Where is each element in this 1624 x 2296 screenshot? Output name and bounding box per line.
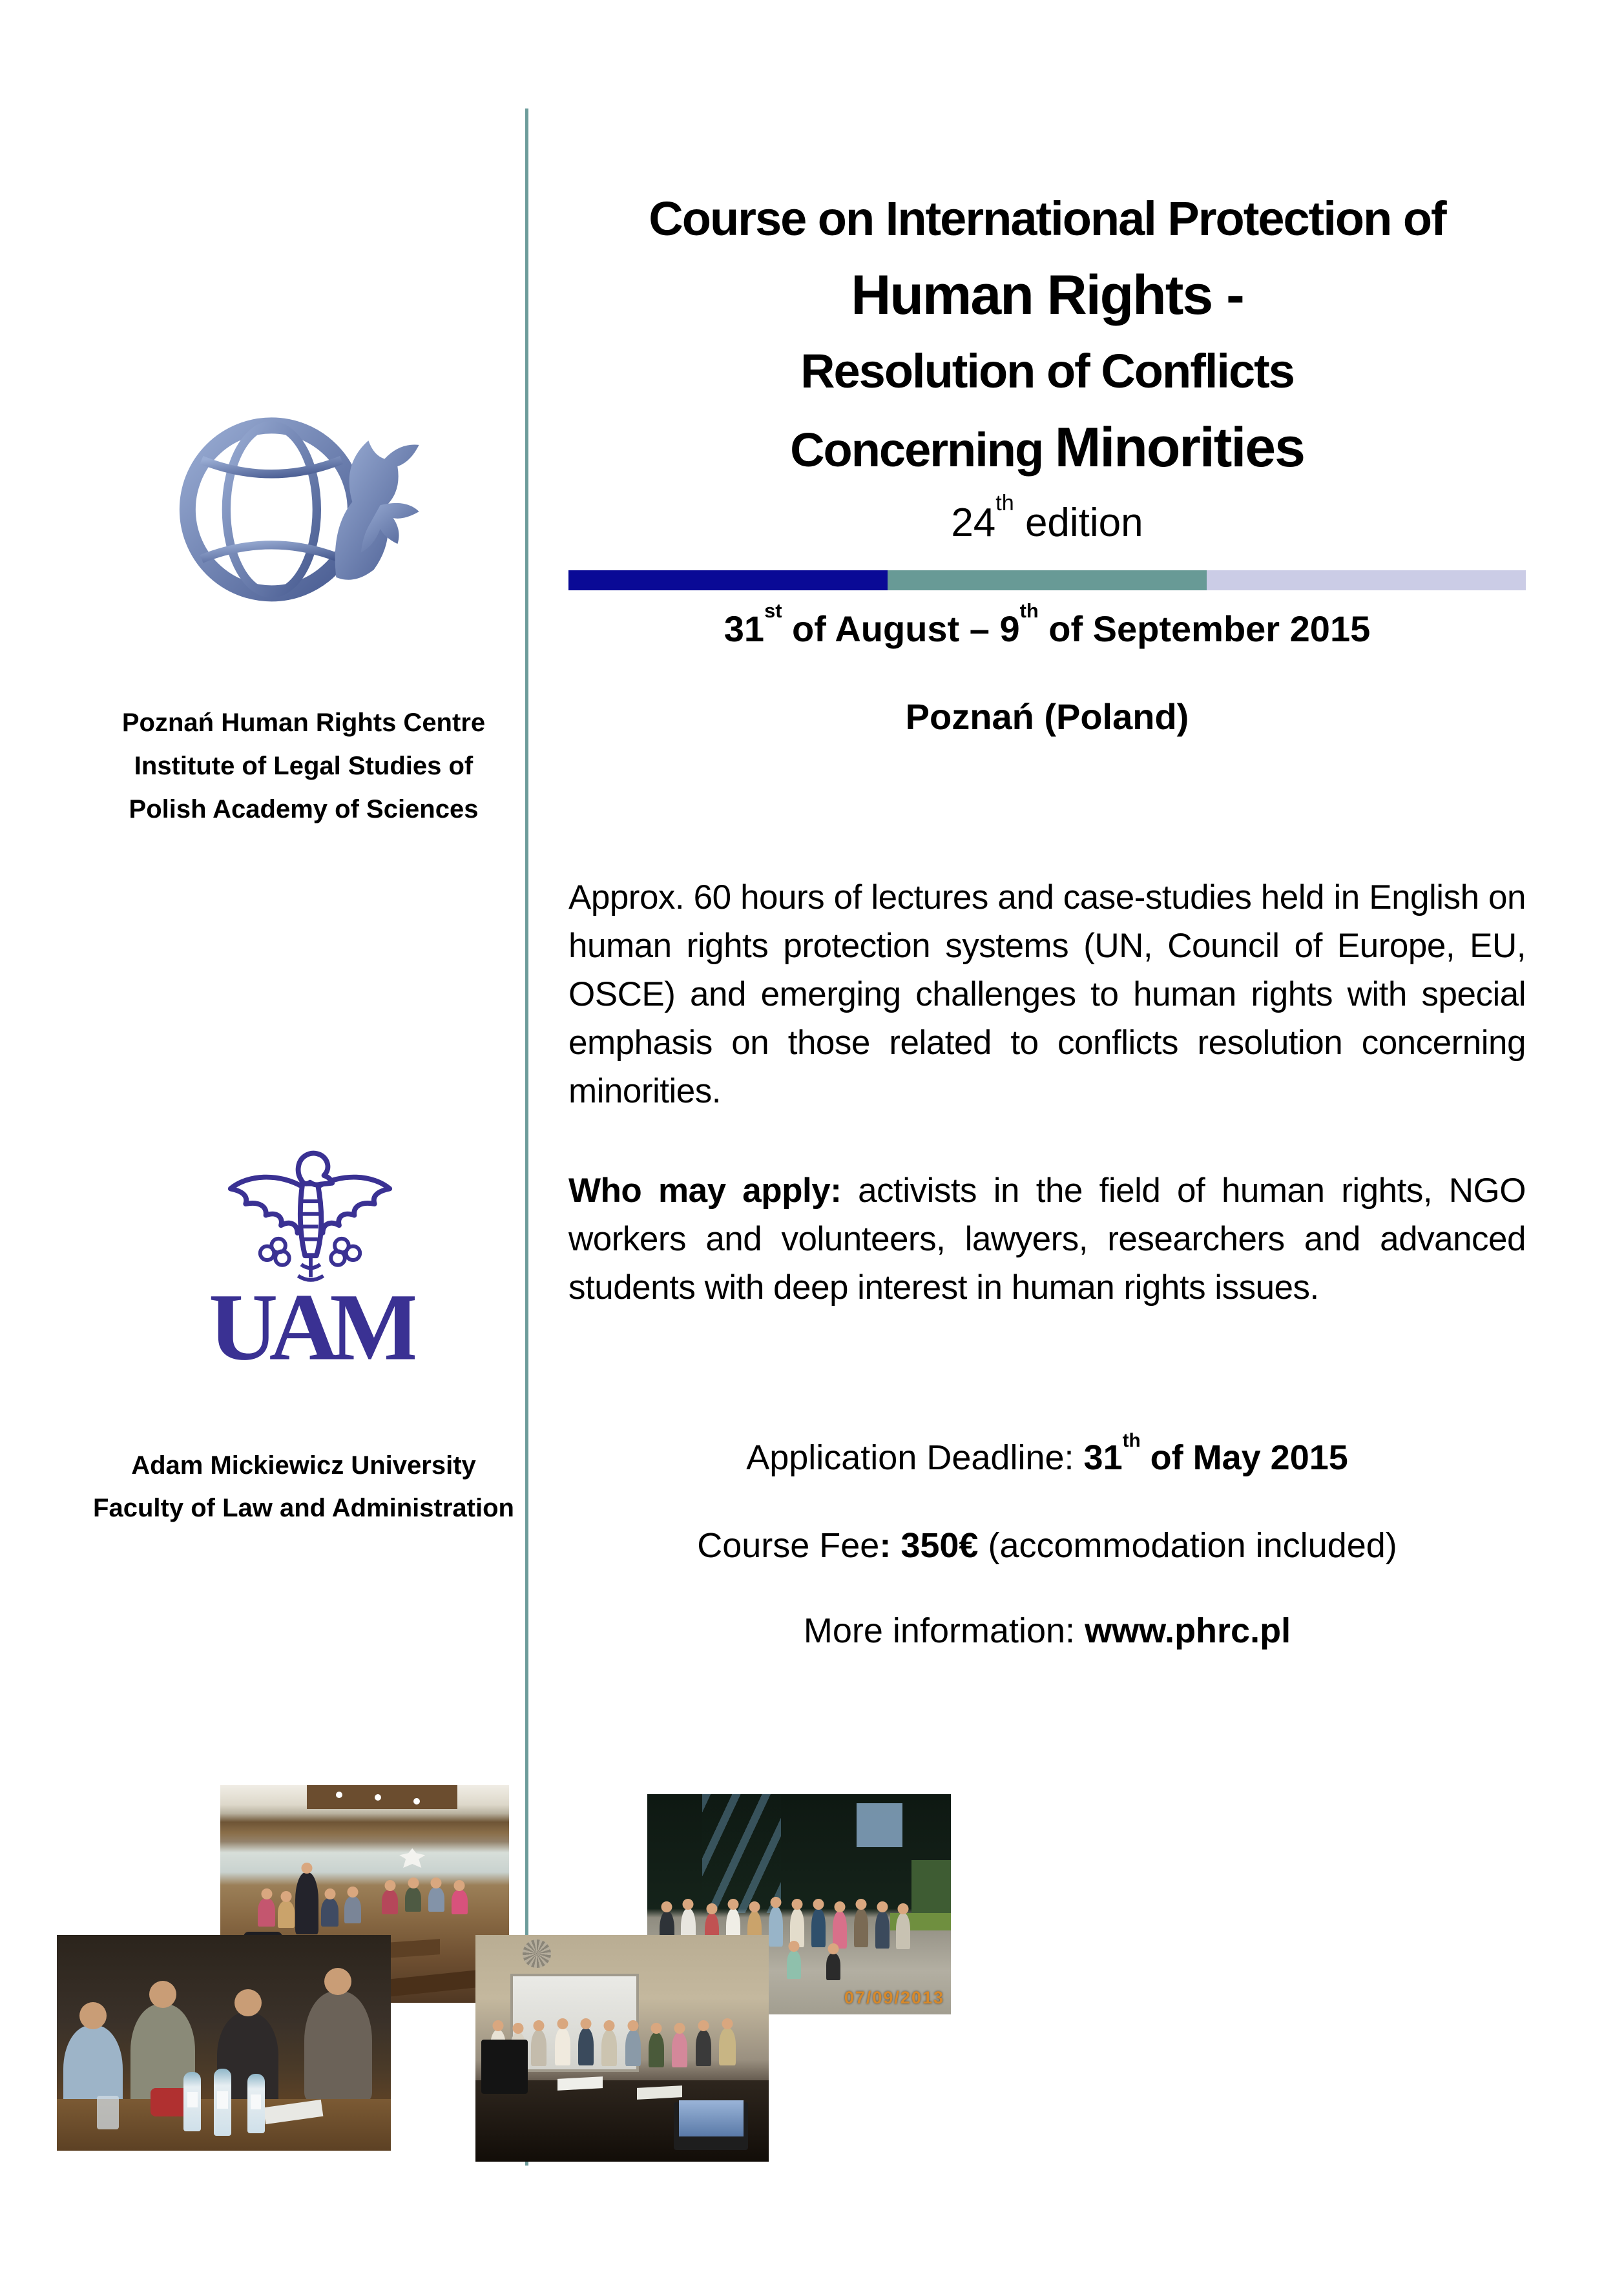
person-figure <box>625 2030 641 2066</box>
globe-dove-icon <box>169 399 428 615</box>
organisation-name <box>52 701 556 831</box>
title-line-4 <box>568 409 1526 488</box>
application-deadline <box>568 1427 1526 1488</box>
uni-line-1: Adam Mickiewicz University <box>131 1451 476 1480</box>
course-description-text: Approx. 60 hours of lectures and case-studies held in English on human rights protection systems (UN, Council of Europe, EU, OSCE) and emerging challenges to human rights with special emphasis on those related to conflicts resolution concerning minorities. <box>568 878 1526 1110</box>
info-label: More information: <box>803 1611 1085 1650</box>
title-line-2: Human Rights - <box>851 264 1244 326</box>
title-line-3: Resolution of Conflicts <box>800 344 1294 398</box>
fee-label: Course Fee <box>697 1526 880 1565</box>
projection-screen <box>510 1974 639 2072</box>
person-figure <box>531 2030 547 2066</box>
deadline-rest: of May 2015 <box>1140 1438 1348 1477</box>
person-figure <box>321 1898 338 1927</box>
person-figure <box>696 2030 711 2066</box>
person-figure <box>811 1908 826 1947</box>
title-line-4-normal: Concerning <box>790 423 1055 477</box>
who-may-apply-text: activists in the field of human rights, NGO workers and volunteers, lawyers, researchers and advanced students with deep interest in human rights issues. <box>568 1172 1526 1307</box>
person-figure <box>601 2030 617 2066</box>
laptop-screen <box>679 2100 744 2136</box>
org-line-2: Institute of Legal Studies of <box>134 752 474 780</box>
photo-worktable <box>57 1935 391 2151</box>
person-figure <box>787 1950 801 1979</box>
edition-number: 24 <box>951 501 996 545</box>
fee-note: (accommodation included) <box>978 1526 1397 1565</box>
deadline-value <box>1083 1429 1348 1477</box>
bar-segment-lavender <box>1207 570 1526 590</box>
date-day1: 31 <box>724 608 765 649</box>
person-figure <box>304 1991 372 2101</box>
water-bottle <box>247 2074 265 2133</box>
water-bottle <box>214 2069 231 2136</box>
person-figure <box>555 2028 570 2065</box>
water-bottle <box>183 2072 201 2131</box>
person-figure <box>428 1887 444 1912</box>
deadline-label: Application Deadline: <box>746 1438 1084 1477</box>
bar-segment-navy <box>568 570 888 590</box>
person-figure <box>258 1898 275 1927</box>
deadline-day: 31 <box>1083 1438 1123 1477</box>
person-figure <box>382 1890 398 1914</box>
glass-cup <box>97 2096 119 2129</box>
sky-reflection <box>857 1803 902 1847</box>
title-line-4-emph: Minorities <box>1054 417 1304 479</box>
uam-eagle-logo <box>205 1147 415 1374</box>
fee-amount: : 350€ <box>879 1526 979 1565</box>
deadline-ordinal: th <box>1122 1429 1141 1451</box>
monitor <box>481 2040 528 2094</box>
course-location: Poznań (Poland) <box>905 696 1189 737</box>
course-description <box>568 873 1526 1115</box>
edition-line <box>568 488 1526 558</box>
name-plate <box>557 2076 603 2091</box>
info-website: www.phrc.pl <box>1085 1611 1291 1650</box>
person-figure <box>278 1901 295 1928</box>
uam-letters: UAM <box>209 1274 411 1374</box>
date-sup2: th <box>1019 599 1039 623</box>
course-title <box>568 181 1526 558</box>
glass-facade <box>702 1794 781 1913</box>
person-figure <box>896 1913 910 1949</box>
uni-line-2: Faculty of Law and Administration <box>93 1494 514 1522</box>
person-figure <box>826 1953 840 1980</box>
edition-word: edition <box>1014 501 1143 545</box>
person-figure <box>875 1911 890 1949</box>
photo-seminar-room <box>475 1935 769 2162</box>
more-information <box>568 1600 1526 1661</box>
date-rest: of September 2015 <box>1038 608 1371 649</box>
photo-shape <box>336 1792 342 1798</box>
eagle-icon <box>205 1147 415 1374</box>
title-line-1: Course on International Protection of <box>649 192 1446 245</box>
who-may-apply <box>568 1166 1526 1312</box>
person-figure <box>344 1896 361 1923</box>
person-figure <box>295 1872 318 1934</box>
person-figure <box>452 1890 468 1914</box>
date-mid: of August – 9 <box>782 608 1020 649</box>
person-figure <box>854 1908 868 1947</box>
org-line-1: Poznań Human Rights Centre <box>121 708 486 737</box>
phrc-globe-dove-logo <box>169 399 428 615</box>
ceiling-vent <box>523 1939 551 1968</box>
course-dates <box>568 599 1526 659</box>
person-figure <box>405 1887 421 1912</box>
vertical-divider <box>525 109 528 2166</box>
date-sup1: st <box>764 599 782 623</box>
accent-color-bar <box>568 570 1526 590</box>
org-line-3: Polish Academy of Sciences <box>129 795 479 823</box>
course-fee <box>568 1515 1526 1576</box>
university-name <box>52 1444 556 1529</box>
photo-shape <box>307 1785 457 1809</box>
person-figure <box>578 2028 594 2065</box>
photo-date-stamp: 07/09/2013 <box>844 1988 944 2007</box>
person-figure <box>672 2032 687 2067</box>
eagle-emblem <box>399 1848 425 1868</box>
bar-segment-teal <box>888 570 1207 590</box>
who-may-apply-label: Who may apply: <box>568 1172 842 1210</box>
name-plate <box>637 2085 682 2100</box>
person-figure <box>769 1907 783 1947</box>
person-figure <box>719 2028 736 2065</box>
edition-ordinal: th <box>995 490 1014 515</box>
person-figure <box>649 2032 664 2067</box>
